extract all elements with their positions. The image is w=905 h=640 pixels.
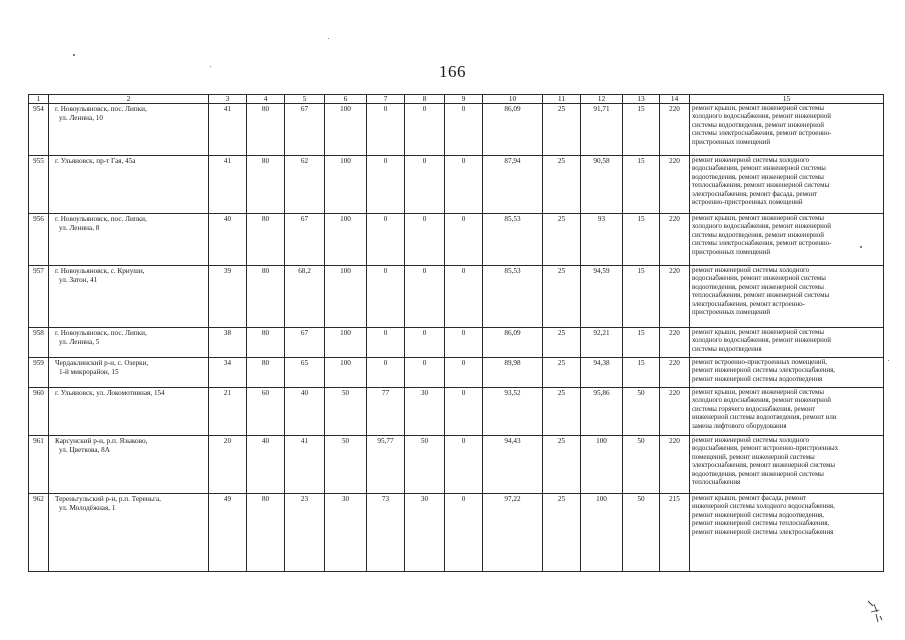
address-line: ул. Ленина, 8 [59,223,100,232]
value-cell: 0 [405,104,445,156]
column-header: 4 [247,95,285,104]
works-line: водоснабжения, ремонт инженерной системы [692,165,826,173]
works-cell [690,214,884,266]
works-line: теплоснабжения, ремонт инженерной системы [692,292,830,300]
works-line: встроенно-пристроенных помещений [692,199,803,207]
address-cell [49,328,209,358]
address-line: 1-й микрорайон, 15 [59,367,119,376]
works-line: инженерной системы холодного водоснабжения, [692,503,835,511]
value-cell: 15 [623,266,660,328]
address-line: г. Новоульяновск, пос. Липки, [55,215,147,223]
value-cell: 25 [543,156,581,214]
works-line: системы водоотведения, ремонт инженерной [692,231,824,239]
value-cell: 95,77 [367,436,405,494]
value-cell: 67 [285,328,325,358]
value-cell: 80 [247,328,285,358]
works-line: теплоснабжения, ремонт инженерной системы [692,182,830,190]
address-cell [49,494,209,572]
address-line: ул. Ленина, 5 [59,337,100,346]
row-number: 955 [29,156,49,214]
table-row [29,328,884,358]
works-line: холодного водоснабжения, ремонт инженерной [692,113,831,121]
works-line: электроснабжения, ремонт инженерной системы [692,462,836,470]
works-line: системы водоотведения [692,345,762,353]
address-cell [49,156,209,214]
value-cell: 65 [285,358,325,388]
works-line: водоснабжения, ремонт встроенно-пристроенных [692,445,839,453]
column-header: 2 [49,95,209,104]
works-line: ремонт инженерной системы электроснабжения [692,528,834,536]
value-cell: 220 [660,266,690,328]
address-cell [49,104,209,156]
works-cell [690,358,884,388]
works-line: замена лифтового оборудования [692,422,787,430]
value-cell: 15 [623,214,660,266]
value-cell: 100 [325,358,367,388]
header-row [29,95,884,104]
works-line: системы электроснабжения, ремонт встроенно- [692,240,832,248]
value-cell: 50 [623,388,660,436]
value-cell: 15 [623,328,660,358]
column-header: 15 [690,95,884,104]
value-cell: 94,43 [483,436,543,494]
address-cell [49,436,209,494]
value-cell: 41 [285,436,325,494]
value-cell: 90,58 [581,156,623,214]
value-cell: 25 [543,214,581,266]
value-cell: 100 [325,266,367,328]
value-cell: 40 [285,388,325,436]
value-cell: 85,53 [483,214,543,266]
address-line: Чердаклинский р-н, с. Озерки, [55,359,149,367]
value-cell: 0 [367,266,405,328]
value-cell: 38 [209,328,247,358]
address-line: ул. Ленина, 10 [59,113,103,122]
address-line: ул. Затон, 41 [59,275,98,284]
value-cell: 220 [660,328,690,358]
column-header: 14 [660,95,690,104]
value-cell: 50 [405,436,445,494]
value-cell: 25 [543,266,581,328]
works-line: электроснабжения, ремонт встроенно- [692,300,805,308]
value-cell: 80 [247,156,285,214]
value-cell: 68,2 [285,266,325,328]
value-cell: 91,71 [581,104,623,156]
works-line: ремонт встроенно-пристроенных помещений, [692,359,827,366]
value-cell: 15 [623,104,660,156]
works-line: помещений, ремонт инженерной системы [692,453,815,461]
value-cell: 220 [660,104,690,156]
works-cell [690,388,884,436]
table-row [29,388,884,436]
value-cell: 94,38 [581,358,623,388]
value-cell: 94,59 [581,266,623,328]
value-cell: 92,21 [581,328,623,358]
value-cell: 25 [543,104,581,156]
value-cell: 0 [367,104,405,156]
works-line: ремонт инженерной системы холодного [692,437,810,444]
value-cell: 21 [209,388,247,436]
value-cell: 100 [581,436,623,494]
table-row [29,104,884,156]
address-line: г. Ульяновск, ул. Локомотивная, 154 [55,389,165,397]
column-header: 10 [483,95,543,104]
address-cell [49,358,209,388]
page-number: 166 [439,62,466,81]
works-line: водоотведения, ремонт инженерной системы [692,173,824,181]
column-header: 11 [543,95,581,104]
value-cell: 25 [543,388,581,436]
value-cell: 25 [543,494,581,572]
value-cell: 0 [367,328,405,358]
address-cell [49,214,209,266]
works-line: системы электроснабжения, ремонт встроенно- [692,130,832,138]
value-cell: 77 [367,388,405,436]
value-cell: 0 [445,266,483,328]
value-cell: 60 [247,388,285,436]
value-cell: 0 [367,214,405,266]
value-cell: 67 [285,214,325,266]
value-cell: 67 [285,104,325,156]
value-cell: 220 [660,214,690,266]
value-cell: 100 [581,494,623,572]
works-line: ремонт инженерной системы водоотведения [692,375,823,383]
value-cell: 0 [445,328,483,358]
works-cell [690,156,884,214]
works-line: пристроенных помещений [692,309,771,317]
value-cell: 0 [367,156,405,214]
row-number: 960 [29,388,49,436]
column-header: 12 [581,95,623,104]
value-cell: 15 [623,156,660,214]
value-cell: 49 [209,494,247,572]
value-cell: 0 [445,156,483,214]
table-row [29,266,884,328]
works-line: ремонт крыши, ремонт инженерной системы [692,215,825,222]
value-cell: 0 [445,358,483,388]
column-header: 13 [623,95,660,104]
works-line: ремонт крыши, ремонт фасада, ремонт [692,495,807,502]
works-cell [690,104,884,156]
value-cell: 97,22 [483,494,543,572]
column-header: 6 [325,95,367,104]
address-line: ул. Цветкова, 8А [59,445,110,454]
table-row [29,436,884,494]
works-line: электроснабжения, ремонт фасада, ремонт [692,190,818,198]
value-cell: 95,86 [581,388,623,436]
value-cell: 220 [660,156,690,214]
value-cell: 100 [325,328,367,358]
value-cell: 30 [405,494,445,572]
value-cell: 80 [247,104,285,156]
table-row [29,214,884,266]
value-cell: 30 [405,388,445,436]
value-cell: 80 [247,214,285,266]
works-cell [690,494,884,572]
address-line: Карсунский р-н, р.п. Языково, [55,437,148,445]
works-line: водоснабжения, ремонт инженерной системы [692,275,826,283]
value-cell: 50 [623,436,660,494]
value-cell: 0 [405,328,445,358]
works-line: холодного водоснабжения, ремонт инженерной [692,337,831,345]
column-header: 5 [285,95,325,104]
works-line: ремонт крыши, ремонт инженерной системы [692,105,825,112]
value-cell: 62 [285,156,325,214]
address-line: г. Новоульяновск, пос. Липки, [55,105,147,113]
value-cell: 20 [209,436,247,494]
row-number: 957 [29,266,49,328]
value-cell: 41 [209,104,247,156]
value-cell: 25 [543,436,581,494]
works-line: теплоснабжения [692,479,741,487]
column-header: 9 [445,95,483,104]
value-cell: 40 [209,214,247,266]
value-cell: 73 [367,494,405,572]
value-cell: 23 [285,494,325,572]
row-number: 959 [29,358,49,388]
value-cell: 50 [325,436,367,494]
address-line: г. Ульяновск, пр-т Гая, 45а [55,157,136,165]
address-line: ул. Молодёжная, 1 [59,503,116,512]
works-line: водоотведения, ремонт инженерной системы [692,470,824,478]
table-row [29,156,884,214]
works-line: холодного водоснабжения, ремонт инженерной [692,397,831,405]
value-cell: 0 [445,494,483,572]
value-cell: 40 [247,436,285,494]
row-number: 958 [29,328,49,358]
value-cell: 50 [623,494,660,572]
works-line: пристроенных помещений [692,248,771,256]
address-line: Тереньгульский р-н, р.п. Тереньга, [55,495,161,503]
table-row [29,494,884,572]
works-cell [690,436,884,494]
value-cell: 25 [543,328,581,358]
works-line: системы горячего водоснабжения, ремонт [692,405,816,413]
value-cell: 87,94 [483,156,543,214]
value-cell: 215 [660,494,690,572]
value-cell: 0 [405,358,445,388]
address-line: г. Новоульяновск, с. Криуши, [55,267,145,275]
value-cell: 80 [247,266,285,328]
works-line: ремонт крыши, ремонт инженерной системы [692,389,825,396]
works-line: инженерной системы водоотведения, ремонт или [692,414,837,422]
value-cell: 0 [445,436,483,494]
works-line: системы водоотведения, ремонт инженерной [692,121,824,129]
value-cell: 41 [209,156,247,214]
ink-mark-icon [865,598,885,624]
address-cell [49,388,209,436]
value-cell: 0 [405,156,445,214]
value-cell: 30 [325,494,367,572]
row-number: 961 [29,436,49,494]
value-cell: 15 [623,358,660,388]
value-cell: 100 [325,214,367,266]
value-cell: 0 [445,104,483,156]
works-line: водоотведения, ремонт инженерной системы [692,283,824,291]
value-cell: 50 [325,388,367,436]
address-cell [49,266,209,328]
works-line: ремонт инженерной системы водоотведения, [692,511,824,519]
value-cell: 39 [209,266,247,328]
value-cell: 0 [405,214,445,266]
works-line: холодного водоснабжения, ремонт инженерной [692,223,831,231]
value-cell: 85,53 [483,266,543,328]
works-line: ремонт инженерной системы холодного [692,157,810,164]
value-cell: 34 [209,358,247,388]
column-header: 3 [209,95,247,104]
value-cell: 0 [367,358,405,388]
works-line: ремонт инженерной системы электроснабжения, [692,367,836,375]
value-cell: 89,98 [483,358,543,388]
value-cell: 86,09 [483,328,543,358]
value-cell: 100 [325,156,367,214]
row-number: 954 [29,104,49,156]
works-cell [690,266,884,328]
register-table [28,94,884,572]
row-number: 956 [29,214,49,266]
value-cell: 100 [325,104,367,156]
column-header: 8 [405,95,445,104]
table-row [29,358,884,388]
address-line: г. Новоульяновск, пос. Липки, [55,329,147,337]
works-line: ремонт крыши, ремонт инженерной системы [692,329,825,336]
value-cell: 93,52 [483,388,543,436]
works-line: ремонт инженерной системы холодного [692,267,810,274]
value-cell: 220 [660,358,690,388]
value-cell: 220 [660,436,690,494]
works-cell [690,328,884,358]
value-cell: 93 [581,214,623,266]
value-cell: 0 [445,214,483,266]
value-cell: 80 [247,358,285,388]
column-header: 7 [367,95,405,104]
value-cell: 0 [405,266,445,328]
value-cell: 0 [445,388,483,436]
value-cell: 86,09 [483,104,543,156]
works-line: ремонт инженерной системы теплоснабжения, [692,520,830,528]
row-number: 962 [29,494,49,572]
value-cell: 80 [247,494,285,572]
value-cell: 25 [543,358,581,388]
column-header: 1 [29,95,49,104]
works-line: пристроенных помещений [692,138,771,146]
value-cell: 220 [660,388,690,436]
